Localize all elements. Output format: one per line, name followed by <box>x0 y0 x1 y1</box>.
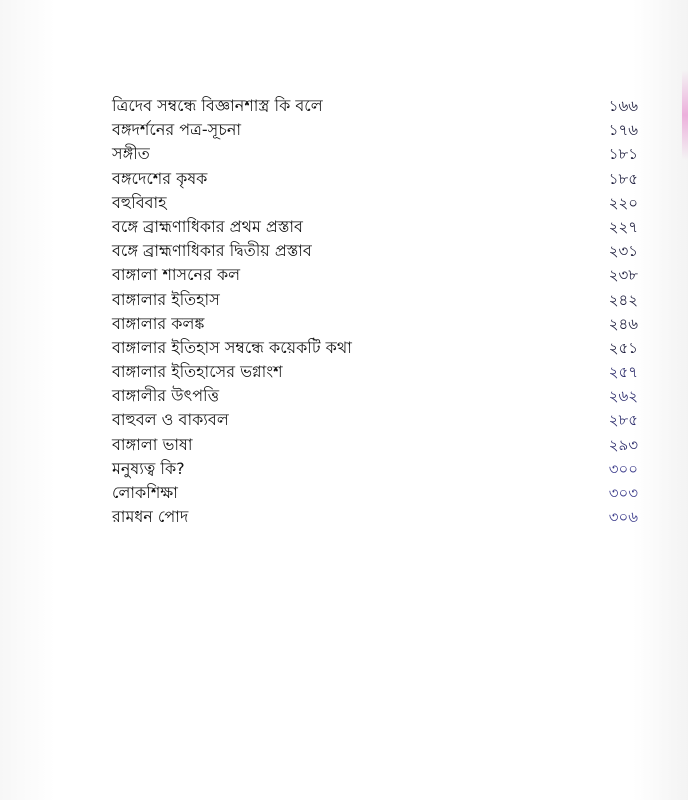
toc-entry-page: ১৬৬ <box>608 97 638 115</box>
toc-entry-page: ২৮৫ <box>608 411 638 430</box>
toc-entry-page: ২২০ <box>608 193 638 212</box>
toc-entry <box>112 167 652 191</box>
toc-entry <box>112 94 652 118</box>
toc-entry-title: ত্রিদেব সম্বন্ধে বিজ্ঞানশাস্ত্র কি বলে <box>112 96 323 115</box>
toc-entry-page: ৩০৩ <box>608 484 638 502</box>
toc-entry <box>112 505 652 529</box>
toc-entry <box>112 433 652 457</box>
toc-entry-page: ২৫১ <box>608 338 638 357</box>
toc-entry-page: ২৬২ <box>608 387 638 406</box>
toc-entry-title: সঙ্গীত <box>112 144 150 164</box>
toc-entry-title: বাঙ্গালার ইতিহাস <box>112 289 220 309</box>
toc-entry <box>112 118 652 142</box>
toc-entry-title: লোকশিক্ষা <box>112 483 178 502</box>
toc-entry-title: বাহুবল ও বাক্যবল <box>112 410 229 430</box>
toc-entry-page: ৩০০ <box>608 459 638 478</box>
toc-entry <box>112 360 652 384</box>
toc-entry-title: বাঙ্গালীর উৎপত্তি <box>112 386 220 406</box>
toc-entry <box>112 408 652 432</box>
toc-entry-title: বঙ্গে ব্রাহ্মণাধিকার প্রথম প্রস্তাব <box>112 216 303 236</box>
toc-entry-title: রামধন পোদ <box>112 507 189 527</box>
toc-entry-page: ১৭৬ <box>608 121 638 140</box>
toc-entry-page: ২৩৮ <box>608 266 638 285</box>
toc-entry <box>112 239 652 263</box>
toc-entry-page: ২২৭ <box>608 217 638 236</box>
toc-entry-page: ২৪২ <box>608 290 638 309</box>
toc-entry-page: ২৯৩ <box>608 435 638 454</box>
toc-entry-title: বহুবিবাহ <box>112 192 167 212</box>
toc-entry-title: বাঙ্গালার কলঙ্ক <box>112 313 205 333</box>
toc-entry <box>112 288 652 312</box>
toc-entry <box>112 384 652 408</box>
toc-entry <box>112 191 652 215</box>
toc-entry-title: বঙ্গদর্শনের পত্র-সূচনা <box>112 120 242 140</box>
toc-entry-page: ২৪৬ <box>608 314 638 333</box>
toc-entry-title: বঙ্গে ব্রাহ্মণাধিকার দ্বিতীয় প্রস্তাব <box>112 241 312 261</box>
table-of-contents <box>112 94 652 529</box>
toc-entry-title: বাঙ্গালার ইতিহাসের ভগ্নাংশ <box>112 362 283 382</box>
toc-entry-title: মনুষ্যত্ব কি? <box>112 458 185 478</box>
toc-entry-page: ২৫৭ <box>608 363 638 382</box>
toc-entry-page: ১৮১ <box>608 145 638 164</box>
page-edge-tint <box>682 70 688 160</box>
toc-entry-page: ১৮৫ <box>608 169 638 188</box>
toc-entry <box>112 215 652 239</box>
toc-entry-title: বঙ্গদেশের কৃষক <box>112 168 208 188</box>
toc-entry <box>112 263 652 287</box>
toc-entry-title: বাঙ্গালা শাসনের কল <box>112 265 241 285</box>
toc-entry-title: বাঙ্গালা ভাষা <box>112 434 193 454</box>
toc-entry <box>112 336 652 360</box>
toc-entry <box>112 312 652 336</box>
toc-entry-page: ৩০৬ <box>608 508 638 527</box>
toc-entry <box>112 142 652 166</box>
toc-entry <box>112 457 652 481</box>
toc-entry-title: বাঙ্গালার ইতিহাস সম্বন্ধে কয়েকটি কথা <box>112 337 352 357</box>
toc-entry <box>112 481 652 505</box>
toc-entry-page: ২৩১ <box>608 242 638 261</box>
